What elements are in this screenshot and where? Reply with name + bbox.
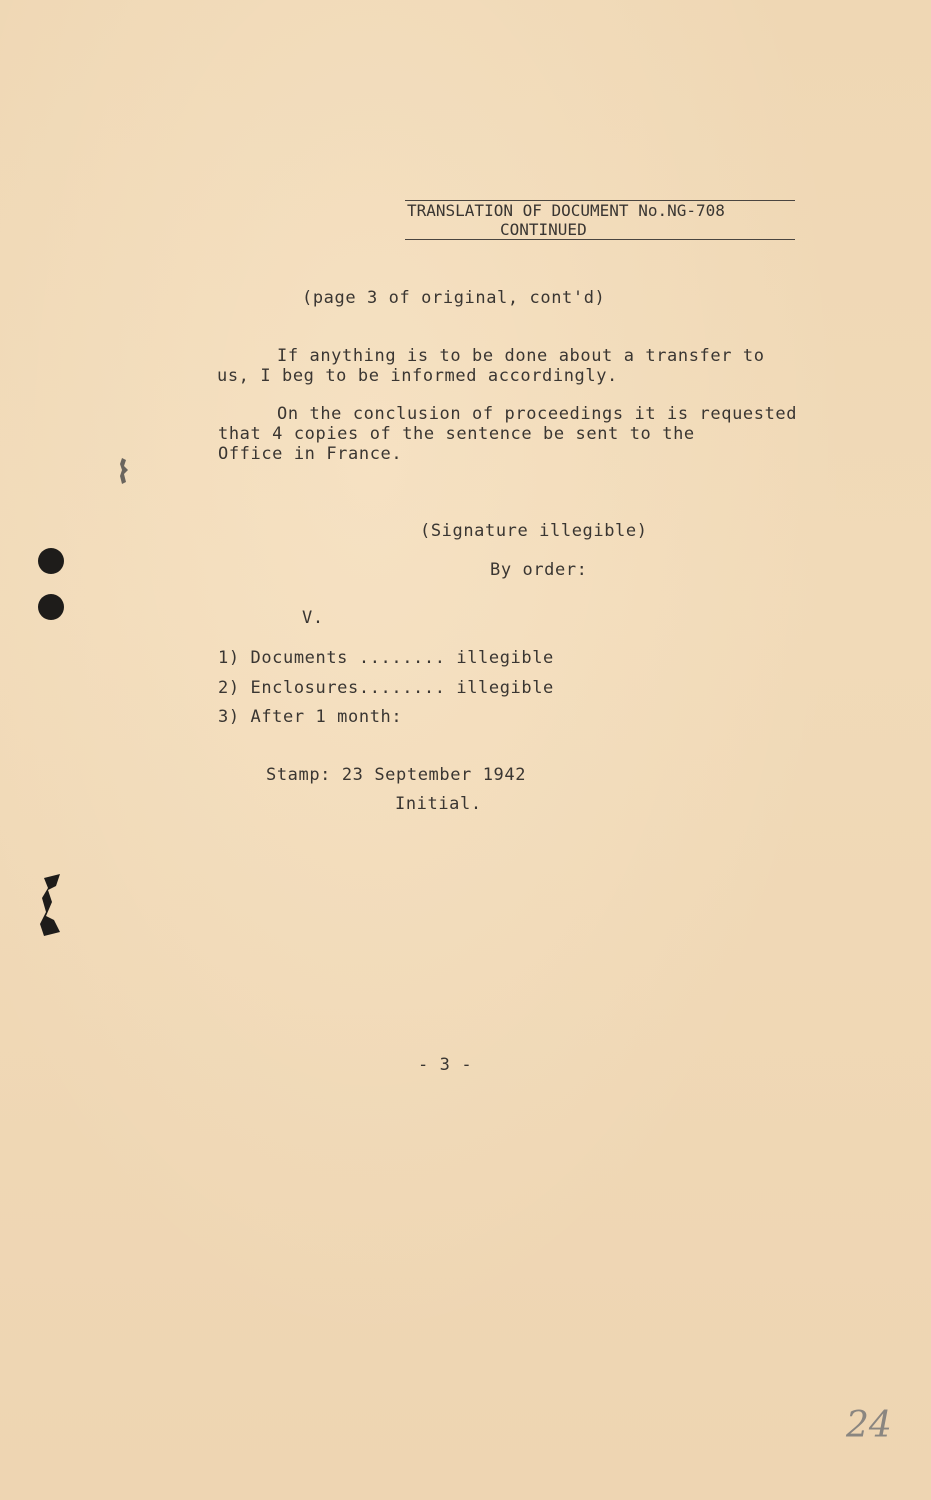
signature-note: (Signature illegible) — [420, 521, 648, 541]
punch-hole — [38, 594, 64, 620]
list-item-2: 2) Enclosures........ illegible — [218, 678, 554, 698]
v-marker: V. — [302, 608, 324, 628]
page-number: - 3 - — [418, 1055, 473, 1075]
binding-clip-mark — [34, 872, 68, 938]
header-rule-bottom — [405, 239, 795, 240]
punch-hole — [38, 548, 64, 574]
handwritten-folio-number: 24 — [846, 1405, 892, 1446]
paragraph-2-line-3: Office in France. — [218, 444, 403, 464]
paragraph-1-line-1: If anything is to be done about a transfer to — [277, 346, 765, 366]
stamp-line: Stamp: 23 September 1942 — [266, 765, 527, 785]
paragraph-2-line-1: On the conclusion of proceedings it is requested — [277, 404, 798, 424]
ink-blot — [116, 456, 132, 486]
by-order: By order: — [490, 560, 588, 580]
list-item-1: 1) Documents ........ illegible — [218, 648, 554, 668]
page-reference: (page 3 of original, cont'd) — [302, 288, 606, 308]
header-title: TRANSLATION OF DOCUMENT No.NG-708 — [407, 201, 725, 220]
header-subtitle: CONTINUED — [500, 220, 587, 239]
paragraph-1-line-2: us, I beg to be informed accordingly. — [217, 366, 618, 386]
initial-line: Initial. — [395, 794, 482, 814]
list-item-3: 3) After 1 month: — [218, 707, 403, 727]
paragraph-2-line-2: that 4 copies of the sentence be sent to the — [218, 424, 695, 444]
